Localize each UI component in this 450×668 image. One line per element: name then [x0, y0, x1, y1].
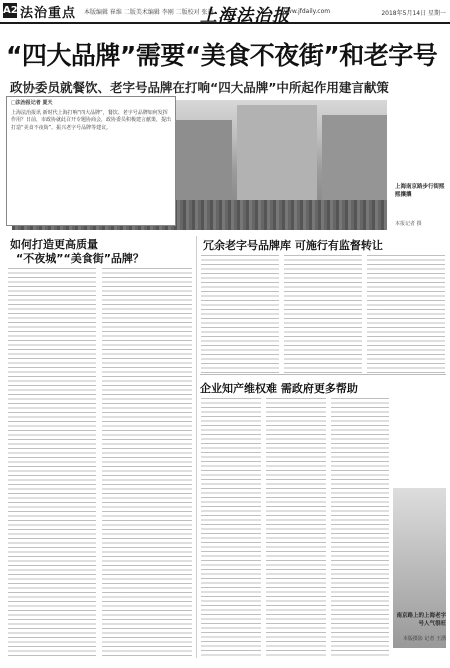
newspaper-masthead: 上海法治报 — [200, 6, 290, 26]
lead-paragraph — [6, 96, 176, 226]
photo-credit: 本报记者 摄 — [395, 221, 422, 227]
section-heading-nightlife: 如何打造更高质量 — [10, 238, 98, 251]
main-headline: “四大品牌”需要“美食不夜街”和老字号 — [6, 41, 438, 70]
editor-credits: 本版编辑 崔维 二版美术编辑 李刚 二版校对 张越 — [84, 9, 214, 16]
section-heading-ip: 企业知产维权难 需政府更多帮助 — [200, 382, 358, 395]
article-column — [284, 255, 362, 375]
storefront-caption: 南京路上的上海老字号人气很旺 — [396, 613, 446, 627]
article-column — [201, 255, 279, 375]
article-column — [367, 255, 445, 375]
page-number: A2 — [3, 5, 18, 16]
website: www.jfdaily.com — [282, 8, 331, 15]
section-title: 法治重点 — [20, 6, 77, 21]
lead-text: 上海法治报讯 新时代上海打响“四大品牌”，餐饮、老字号品牌如何发挥作用？日前，市政协就此召开专题协商会，政协委员积极建言献策，提出打造“美食不夜街”、振兴老字号品牌等建议。 — [11, 109, 172, 131]
reporter-byline: □法治报记者 夏天 — [11, 100, 53, 106]
photo-caption: 上海南京路步行街熙熙攘攘 — [395, 184, 445, 198]
article-column — [102, 268, 192, 658]
article-column — [201, 398, 261, 658]
section-heading-brands: 冗余老字号品牌库 可施行有监督转让 — [203, 239, 383, 252]
section-heading-nightlife-2: “不夜城”“美食街”品牌？ — [16, 252, 144, 265]
photo-editor-credit: 本版摄影 记者 王湧 — [402, 636, 446, 642]
sub-headline: 政协委员就餐饮、老字号品牌在打响“四大品牌”中所起作用建言献策 — [10, 80, 389, 95]
article-column — [331, 398, 389, 658]
issue-date: 2018年5月14日 星期一 — [381, 10, 446, 17]
article-column — [8, 268, 96, 658]
article-column — [266, 398, 326, 658]
